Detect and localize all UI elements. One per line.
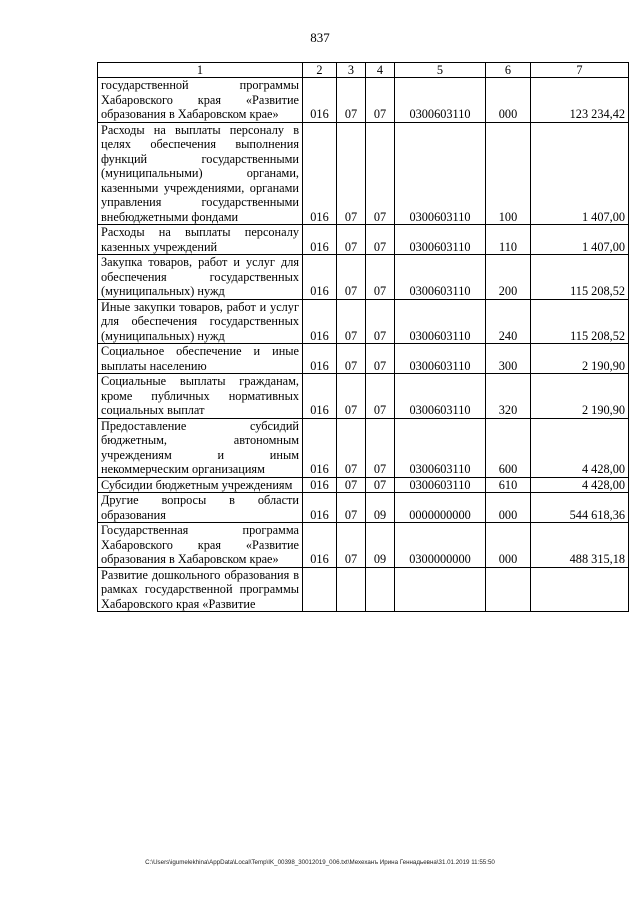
section-code: 07	[337, 344, 366, 374]
target-article-code: 0300000000	[395, 523, 486, 568]
expense-type-code: 610	[486, 477, 531, 493]
target-article-code	[395, 567, 486, 612]
table-row	[98, 299, 629, 344]
expense-type-code: 110	[486, 225, 531, 255]
expense-type-code: 100	[486, 122, 531, 225]
ministry-code	[303, 567, 337, 612]
table-row	[98, 344, 629, 374]
section-code: 07	[337, 225, 366, 255]
column-header-7: 7	[531, 63, 629, 78]
expense-type-code: 000	[486, 78, 531, 123]
section-code: 07	[337, 493, 366, 523]
expense-type-code: 000	[486, 523, 531, 568]
ministry-code: 016	[303, 374, 337, 419]
subsection-code: 07	[366, 299, 395, 344]
table-row	[98, 374, 629, 419]
column-header-3: 3	[337, 63, 366, 78]
row-name: Социальные выплаты гражданам, кроме публичных нормативных социальных выплат	[98, 374, 303, 419]
column-header-6: 6	[486, 63, 531, 78]
subsection-code: 07	[366, 418, 395, 477]
section-code: 07	[337, 122, 366, 225]
table-row	[98, 122, 629, 225]
expense-type-code	[486, 567, 531, 612]
subsection-code: 07	[366, 225, 395, 255]
target-article-code: 0300603110	[395, 225, 486, 255]
section-code: 07	[337, 374, 366, 419]
row-name: Субсидии бюджетным учреждениям	[98, 477, 303, 493]
row-name: Социальное обеспечение и иные выплаты населению	[98, 344, 303, 374]
table-row	[98, 225, 629, 255]
ministry-code: 016	[303, 493, 337, 523]
table-row	[98, 567, 629, 612]
row-name: Закупка товаров, работ и услуг для обеспечения государственных (муниципальных) нужд	[98, 255, 303, 300]
target-article-code: 0300603110	[395, 299, 486, 344]
row-name: Другие вопросы в области образования	[98, 493, 303, 523]
section-code: 07	[337, 477, 366, 493]
subsection-code: 07	[366, 374, 395, 419]
section-code: 07	[337, 78, 366, 123]
subsection-code: 07	[366, 255, 395, 300]
file-path-footer: C:\Users\igumelekhina\AppData\Local\Temp\IK_00398_30012019_006.txt\Мехеханъ Ирина Геннадьевна\31.01.2019 11:55:50	[145, 859, 495, 866]
ministry-code: 016	[303, 299, 337, 344]
amount: 123 234,42	[531, 78, 629, 123]
ministry-code: 016	[303, 78, 337, 123]
amount: 2 190,90	[531, 374, 629, 419]
column-header-2: 2	[303, 63, 337, 78]
subsection-code: 07	[366, 122, 395, 225]
ministry-code: 016	[303, 122, 337, 225]
target-article-code: 0300603110	[395, 255, 486, 300]
target-article-code: 0000000000	[395, 493, 486, 523]
column-header-5: 5	[395, 63, 486, 78]
target-article-code: 0300603110	[395, 374, 486, 419]
target-article-code: 0300603110	[395, 344, 486, 374]
target-article-code: 0300603110	[395, 122, 486, 225]
target-article-code: 0300603110	[395, 477, 486, 493]
subsection-code: 07	[366, 78, 395, 123]
table-row	[98, 255, 629, 300]
column-header-1: 1	[98, 63, 303, 78]
expense-type-code: 000	[486, 493, 531, 523]
amount: 4 428,00	[531, 418, 629, 477]
row-name: Развитие дошкольного образования в рамках государственной программы Хабаровского края «Развитие	[98, 567, 303, 612]
row-name: Расходы на выплаты персоналу казенных учреждений	[98, 225, 303, 255]
ministry-code: 016	[303, 523, 337, 568]
row-name: Расходы на выплаты персоналу в целях обеспечения выполнения функций государственными (муниципальными) органами, казенными учреждениями, органами управления государственными внебюджетными фондами	[98, 122, 303, 225]
target-article-code: 0300603110	[395, 418, 486, 477]
table-row	[98, 523, 629, 568]
target-article-code: 0300603110	[395, 78, 486, 123]
subsection-code: 09	[366, 523, 395, 568]
amount: 1 407,00	[531, 122, 629, 225]
header-row	[98, 63, 629, 78]
subsection-code: 09	[366, 493, 395, 523]
section-code	[337, 567, 366, 612]
amount: 544 618,36	[531, 493, 629, 523]
amount: 488 315,18	[531, 523, 629, 568]
ministry-code: 016	[303, 255, 337, 300]
table-row	[98, 493, 629, 523]
row-name: Предоставление субсидий бюджетным, автономным учреждениям и иным некоммерческим организациям	[98, 418, 303, 477]
expense-type-code: 240	[486, 299, 531, 344]
budget-table	[97, 62, 629, 612]
page-number: 837	[310, 30, 330, 45]
ministry-code: 016	[303, 477, 337, 493]
subsection-code	[366, 567, 395, 612]
expense-type-code: 200	[486, 255, 531, 300]
amount: 1 407,00	[531, 225, 629, 255]
section-code: 07	[337, 523, 366, 568]
amount: 4 428,00	[531, 477, 629, 493]
column-header-4: 4	[366, 63, 395, 78]
section-code: 07	[337, 255, 366, 300]
ministry-code: 016	[303, 225, 337, 255]
amount: 115 208,52	[531, 299, 629, 344]
subsection-code: 07	[366, 477, 395, 493]
expense-type-code: 320	[486, 374, 531, 419]
amount: 2 190,90	[531, 344, 629, 374]
expense-type-code: 600	[486, 418, 531, 477]
row-name: Государственная программа Хабаровского края «Развитие образования в Хабаровском крае»	[98, 523, 303, 568]
section-code: 07	[337, 299, 366, 344]
table-row	[98, 418, 629, 477]
expense-type-code: 300	[486, 344, 531, 374]
ministry-code: 016	[303, 418, 337, 477]
subsection-code: 07	[366, 344, 395, 374]
section-code: 07	[337, 418, 366, 477]
row-name: государственной программы Хабаровского края «Развитие образования в Хабаровском крае»	[98, 78, 303, 123]
amount: 115 208,52	[531, 255, 629, 300]
amount	[531, 567, 629, 612]
ministry-code: 016	[303, 344, 337, 374]
table-row	[98, 477, 629, 493]
table-row	[98, 78, 629, 123]
row-name: Иные закупки товаров, работ и услуг для обеспечения государственных (муниципальных) нужд	[98, 299, 303, 344]
